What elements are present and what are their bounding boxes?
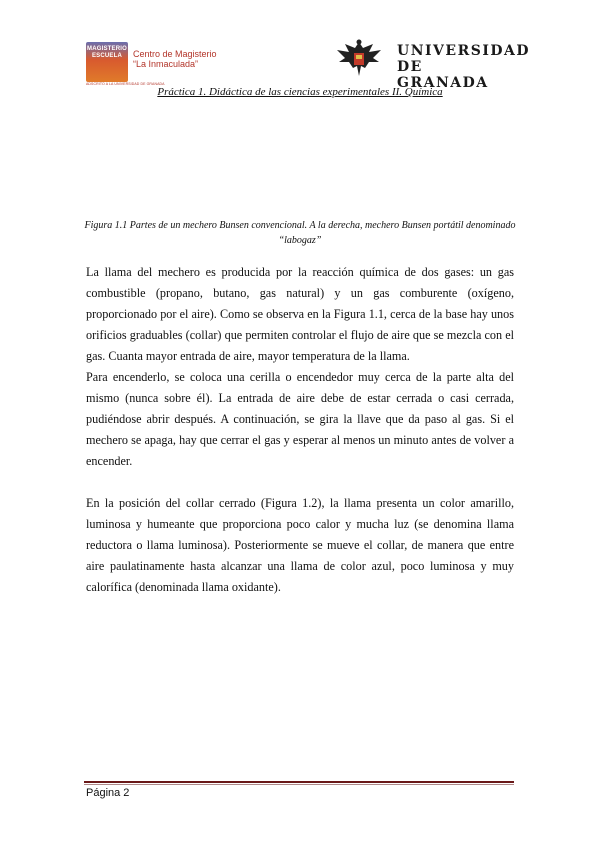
paragraph-1: La llama del mechero es producida por la reacción química de dos gases: un gas combustible (propano, butano, gas natural) y un gas comburente (oxígeno, proporcionado por el aire). Como se observa en la Figura 1.1, cerca de la base hay unos orificios graduables (collar) que permiten controlar el flujo de aire que se mezcla con el gas. Cuanta mayor entrada de aire, mayor temperatura de la llama.	[86, 265, 514, 363]
magisterio-title-line2: “La Inmaculada”	[133, 59, 199, 69]
page-number: Página 2	[86, 787, 130, 799]
magisterio-crest	[86, 42, 128, 82]
footer-rule	[84, 781, 514, 783]
paragraph-3: En la posición del collar cerrado (Figura 1.2), la llama presenta un color amarillo, luminosa y humeante que proporciona poco calor y mucha luz (se denomina llama reductora o llama luminosa). Posteriormente se mueve el collar, de manera que entre aire paulatinamente hasta alcanzar una llama de color azul, poco luminosa y muy calorífica (denominada llama oxidante).	[86, 496, 514, 594]
eagle-crest-icon	[333, 38, 385, 80]
magisterio-subtitle: ADSCRITO A LA UNIVERSIDAD DE GRANADA	[86, 82, 165, 86]
figure-caption: Figura 1.1 Partes de un mechero Bunsen convencional. A la derecha, mechero Bunsen portátil denominado “labogaz”	[84, 220, 516, 246]
ugr-name-line2: DE GRANADA	[397, 59, 489, 91]
ugr-name-line1: UNIVERSIDAD	[397, 43, 531, 59]
page-header-title: Práctica 1. Didáctica de las ciencias experimentales II. Química	[157, 86, 443, 98]
paragraph-2: Para encenderlo, se coloca una cerilla o encendedor muy cerca de la parte alta del mismo (nunca sobre él). La entrada de aire debe de estar cerrada o casi cerrada, pudiéndose abrir después. A continuación, se gira la llave que da paso al gas. Si el mechero se apaga, hay que cerrar el gas y esperar al menos un minuto antes de volver a encender.	[86, 370, 514, 468]
footer-rule-shadow	[84, 784, 514, 785]
ugr-logo	[333, 38, 531, 91]
crest-text: MAGISTERIO ESCUELA	[87, 46, 128, 59]
magisterio-title	[133, 49, 233, 69]
magisterio-logo	[86, 40, 226, 86]
magisterio-title-line1: Centro de Magisterio	[133, 49, 217, 59]
body-text	[86, 262, 514, 598]
